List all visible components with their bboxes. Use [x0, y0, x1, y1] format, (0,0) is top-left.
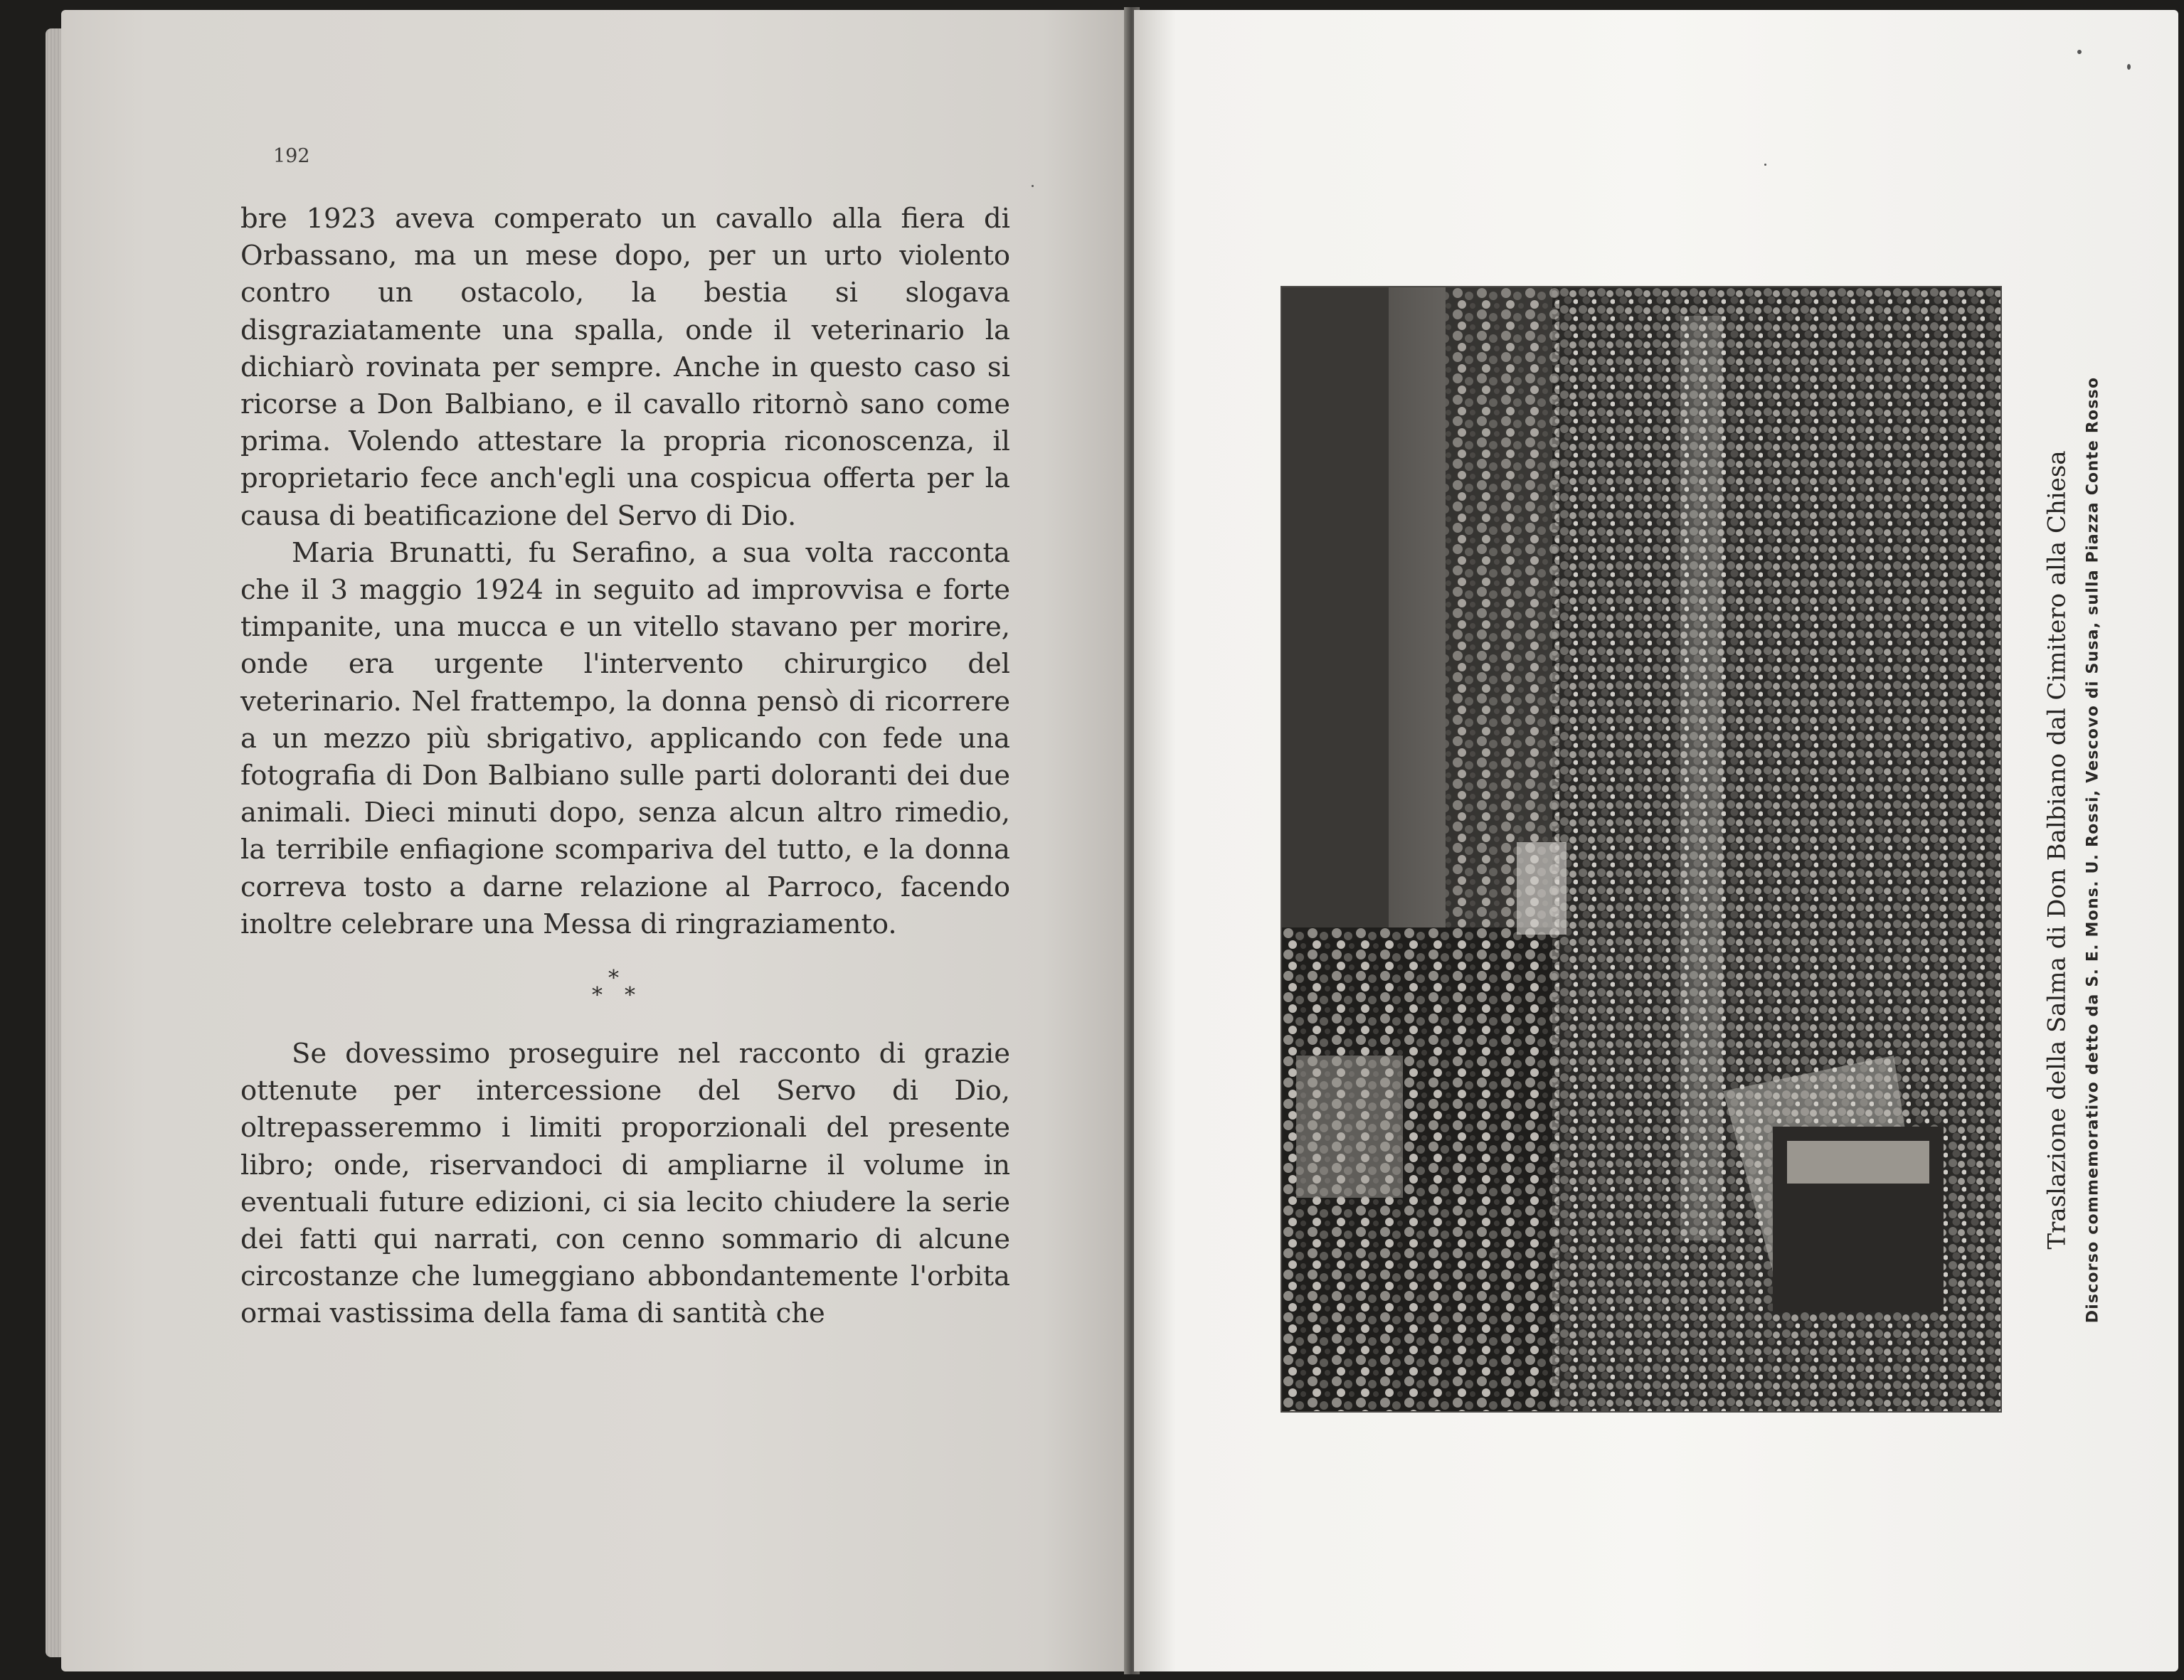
caption-title: Traslazione della Salma di Don Balbiano dal Cimitero alla Chiesa	[2042, 450, 2072, 1250]
paper-speck	[2127, 64, 2131, 70]
page-stack-edge	[46, 28, 61, 1657]
paper-speck	[1764, 164, 1766, 166]
body-text	[240, 201, 1010, 1333]
paragraph-1: bre 1923 aveva comperato un cavallo alla fiera di Orbassano, ma un mese dopo, per un urto violento contro un ostacolo, la bestia si slogava disgraziatamente una spalla, onde il veterinario la dichiarò rovinata per sempre. Anche in questo caso si ricorse a Don Balbiano, e il cavallo ritornò sano come prima. Volendo attestare la propria riconoscenza, il proprietario fece anch'egli una cospicua offerta per la causa di beatificazione del Servo di Dio.	[240, 203, 1010, 532]
photo-caption	[2023, 285, 2122, 1415]
page-number: 192	[273, 145, 310, 167]
asterisk-left: *	[592, 983, 603, 1009]
crowd-photograph	[1281, 286, 2002, 1413]
photograph-image	[1282, 287, 2000, 1411]
paper-speck	[1032, 185, 1034, 187]
paragraph-2: Maria Brunatti, fu Serafino, a sua volta racconta che il 3 maggio 1924 in seguito ad improvvisa e forte timpanite, una mucca e un vitello stavano per morire, onde era urgente l'intervento chirurgico del veterinario. Nel frattempo, la donna pensò di ricorrere a un mezzo più sbrigativo, applicando con fede una fotografia di Don Balbiano sulle parti doloranti dei due animali. Dieci minuti dopo, senza alcun altro rimedio, la terribile enfiagione scompariva del tutto, e la donna correva tosto a darne relazione al Parroco, facendo inoltre celebrare una Messa di ringraziamento.	[240, 536, 1010, 940]
paragraph-3: Se dovessimo proseguire nel racconto di grazie ottenute per intercessione del Servo di Dio, oltrepasseremmo i limiti proporzionali del presente libro; onde, riservandoci di ampliarne il volume in eventuali future edizioni, ci sia lecito chiudere la serie dei fatti qui narrati, con cenno sommario di alcune circostanze che lumeggiano abbondantemente l'orbita ormai vastissima della fama di santità che	[240, 1038, 1010, 1330]
caption-rotated	[2043, 285, 2102, 1415]
paper-speck	[2077, 50, 2082, 54]
asterisk-top: *	[608, 966, 619, 991]
section-asterism	[240, 943, 1010, 1036]
caption-subtitle: Discorso commemorativo detto da S. E. Mons. U. Rossi, Vescovo di Susa, sulla Piazza Conte Rosso	[2084, 376, 2102, 1324]
asterisk-right: *	[625, 983, 635, 1009]
